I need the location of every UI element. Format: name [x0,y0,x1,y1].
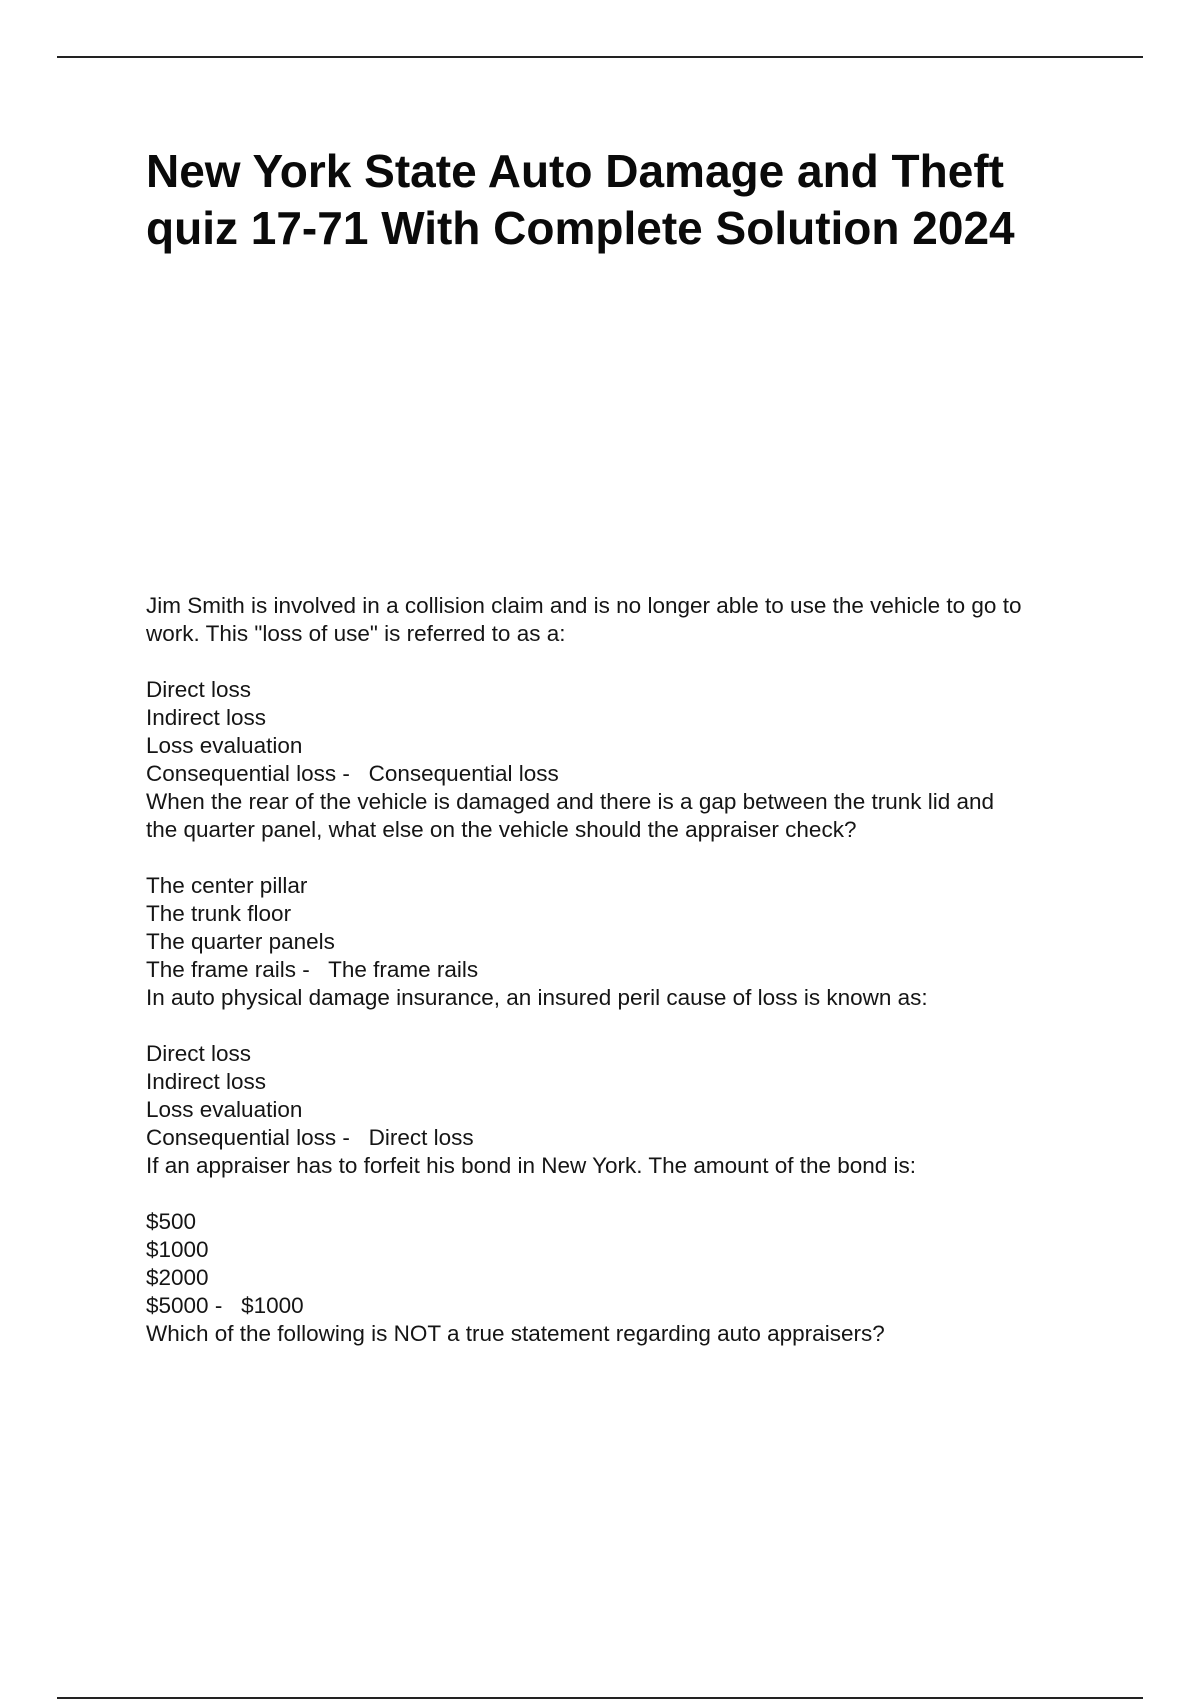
answer-option-with-solution [146,1124,1126,1152]
answer-option-with-solution [146,956,1126,984]
question-prompt-line: In auto physical damage insurance, an insured peril cause of loss is known as: [146,985,928,1010]
answer-option: The trunk floor [146,901,292,926]
answer-separator: - [336,1125,369,1150]
answer-option: Consequential loss [146,761,337,786]
answer-separator: - [208,1293,242,1318]
answer-option: Indirect loss [146,1069,267,1094]
correct-answer: $1000 [241,1293,304,1318]
question-3 [146,984,1126,1152]
question-prompt-line: When the rear of the vehicle is damaged and there is a gap between the trunk lid and [146,789,995,814]
question-2 [146,788,1126,984]
blank-line [146,1012,1126,1040]
answer-option: Indirect loss [146,705,267,730]
answer-option: Direct loss [146,677,252,702]
blank-line [146,1180,1126,1208]
correct-answer: Direct loss [368,1125,474,1150]
quiz-content [146,592,1126,1348]
answer-separator: - [296,957,329,982]
question-prompt-line: the quarter panel, what else on the vehicle should the appraiser check? [146,817,857,842]
blank-line [146,648,1126,676]
answer-option: $500 [146,1209,197,1234]
correct-answer: The frame rails [328,957,479,982]
correct-answer: Consequential loss [368,761,559,786]
answer-option: Direct loss [146,1041,252,1066]
question-4 [146,1152,1126,1320]
question-prompt-line: If an appraiser has to forfeit his bond in New York. The amount of the bond is: [146,1153,917,1178]
answer-option: The center pillar [146,873,308,898]
answer-option: Loss evaluation [146,733,303,758]
answer-option-with-solution [146,1292,1126,1320]
answer-option: Loss evaluation [146,1097,303,1122]
question-prompt-line: Which of the following is NOT a true statement regarding auto appraisers? [146,1321,885,1346]
answer-option: The frame rails [146,957,297,982]
answer-option: The quarter panels [146,929,335,954]
top-rule [57,56,1143,58]
bottom-rule [57,1697,1143,1699]
question-5 [146,1320,1126,1348]
title-line-1: New York State Auto Damage and Theft [146,145,1004,197]
question-prompt-line: work. This "loss of use" is referred to as a: [146,621,566,646]
page-title [146,143,1106,257]
answer-option-with-solution [146,760,1126,788]
answer-option: $1000 [146,1237,209,1262]
answer-option: $5000 [146,1293,209,1318]
blank-line [146,844,1126,872]
answer-option: Consequential loss [146,1125,337,1150]
answer-separator: - [336,761,369,786]
answer-option: $2000 [146,1265,209,1290]
question-1 [146,592,1126,788]
title-line-2: quiz 17-71 With Complete Solution 2024 [146,202,1015,254]
question-prompt-line: Jim Smith is involved in a collision claim and is no longer able to use the vehicle to go to [146,593,1022,618]
